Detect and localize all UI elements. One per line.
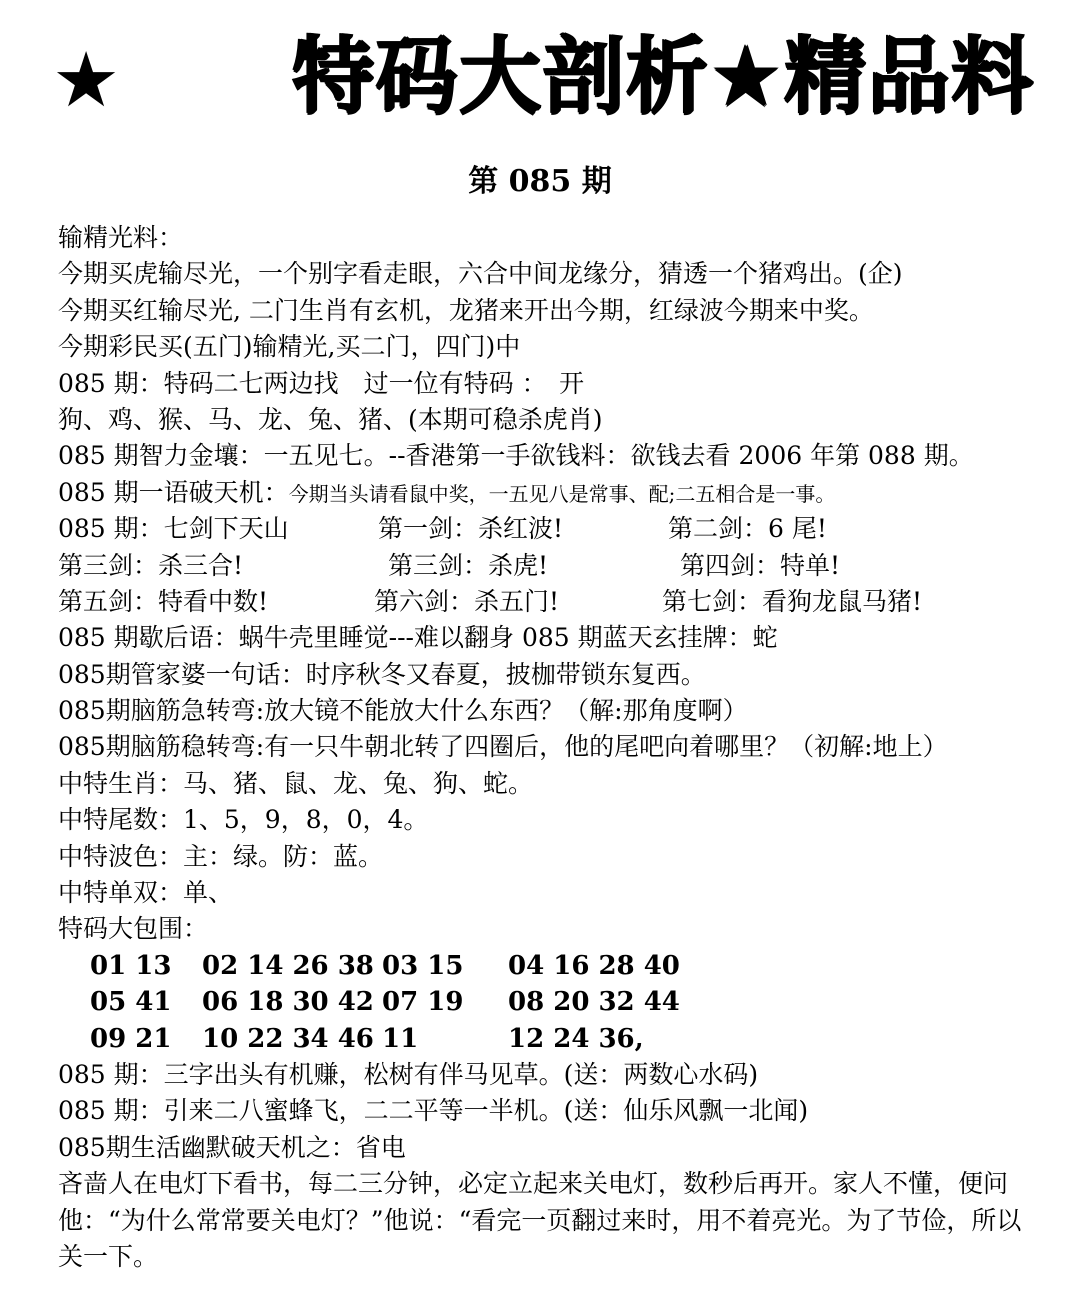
text-line: 085 期：引来二八蜜蜂飞，二二平等一半机。(送：仙乐风飘一北闻) xyxy=(58,1096,809,1126)
story-paragraph: 吝啬人在电灯下看书，每二三分钟，必定立起来关电灯，数秒后再开。家人不懂，便问他：“为什么常常要关电灯？”他说：“看完一页翻过来时，用不着亮光。为了节俭，所以关一下。 xyxy=(58,1169,1022,1271)
text-line: 今期彩民买(五门)输精光,买二门，四门)中 xyxy=(58,332,521,362)
sword-line xyxy=(58,584,1058,620)
code-row xyxy=(58,984,1058,1020)
code-row xyxy=(58,1021,1058,1057)
text-line: 今期买虎输尽光，一个别字看走眼，六合中间龙缘分，猜透一个猪鸡出。(企) xyxy=(58,259,903,289)
code-row xyxy=(58,948,1058,984)
text-line: 中特生肖：马、猪、鼠、龙、兔、狗、蛇。 xyxy=(58,768,534,798)
text-line: 特码大包围： xyxy=(58,914,209,944)
code-group: 09 21 xyxy=(90,1023,172,1054)
sword-item: 第四剑：特单! xyxy=(680,550,841,580)
text-line: 中特尾数：1、5，9，8，0，4。 xyxy=(58,805,429,835)
content xyxy=(58,220,1058,1275)
code-group: 11 xyxy=(382,1023,419,1054)
tianji-line xyxy=(58,475,1058,511)
text-line: 085期脑筋急转弯:放大镜不能放大什么东西？（解:那角度啊） xyxy=(58,696,748,726)
text-line: 085期生活幽默破天机之：省电 xyxy=(58,1132,406,1162)
tianji-text: 今期当头请看鼠中奖，一五见八是常事、配;二五相合是一事。 xyxy=(288,481,836,506)
sword-line xyxy=(58,548,1058,584)
text-line: 085 期智力金壤：一五见七。--香港第一手欲钱料：欲钱去看 2006 年第 088 期。 xyxy=(58,441,974,471)
text-line: 中特单双：单、 xyxy=(58,878,234,908)
sword-item: 第三剑：杀三合! xyxy=(58,550,244,580)
star-icon: ★ xyxy=(52,35,121,124)
text-line: 085期脑筋稳转弯:有一只牛朝北转了四圈后，他的尾吧向着哪里？（初解:地上） xyxy=(58,732,948,762)
text-line: 狗、鸡、猴、马、龙、兔、猪、(本期可稳杀虎肖) xyxy=(58,404,603,434)
sword-item: 第五剑：特看中数! xyxy=(58,586,269,616)
text-line: 中特波色：主：绿。防：蓝。 xyxy=(58,841,384,871)
sword-item: 第六剑：杀五门! xyxy=(374,586,560,616)
code-group: 04 16 28 40 xyxy=(508,950,680,981)
sword-item: 第一剑：杀红波! xyxy=(378,514,564,544)
sword-item: 第二剑：6 尾! xyxy=(668,514,827,544)
sword-line xyxy=(58,511,1058,547)
issue-title: 第 085 期 xyxy=(468,164,612,199)
text-line: 085 期：三字出头有机赚，松树有伴马见草。(送：两数心水码) xyxy=(58,1059,759,1089)
header xyxy=(0,22,1080,132)
code-group: 05 41 xyxy=(90,987,172,1018)
banner-title: 特码大剖析★精品料 xyxy=(292,27,1035,125)
tianji-label: 085 期一语破天机： xyxy=(58,477,289,507)
code-group: 02 14 26 38 xyxy=(202,950,374,981)
code-group: 12 24 36, xyxy=(508,1023,644,1054)
text-line: 085期管家婆一句话：时序秋冬又春夏，披枷带锁东复西。 xyxy=(58,659,706,689)
code-group: 03 15 xyxy=(382,950,464,981)
code-group: 06 18 30 42 xyxy=(202,987,374,1018)
text-line: 085 期歇后语：蜗牛壳里睡觉---难以翻身 085 期蓝天玄挂牌：蛇 xyxy=(58,623,778,653)
text-line: 输精光料： xyxy=(58,223,184,252)
code-group: 01 13 xyxy=(90,950,172,981)
sword-item: 第七剑：看狗龙鼠马猪! xyxy=(662,586,923,616)
sword-item: 第三剑：杀虎! xyxy=(388,550,549,580)
sword-item: 085 期：七剑下天山 xyxy=(58,514,289,544)
code-group: 08 20 32 44 xyxy=(508,987,680,1018)
text-line: 085 期：特码二七两边找 过一位有特码 ： 开 xyxy=(58,368,585,398)
code-group: 07 19 xyxy=(382,987,464,1018)
code-group: 10 22 34 46 xyxy=(202,1023,374,1054)
text-line: 今期买红输尽光, 二门生肖有玄机，龙猪来开出今期，红绿波今期来中奖。 xyxy=(58,295,874,325)
